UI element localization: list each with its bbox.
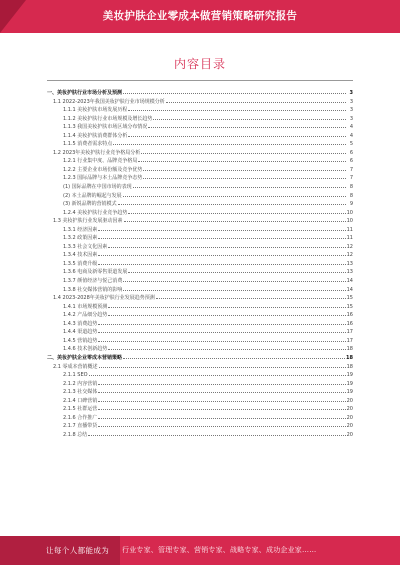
toc-entry-text: 1.2.3 国际品牌与本土品牌竞争态势 [63,175,143,182]
toc-entry-page: 8 [349,184,353,191]
toc-leader-dots [128,105,346,111]
toc-entry-page: 15 [346,303,353,310]
toc-entry-page: 18 [346,346,353,353]
toc-leader-dots [98,327,345,333]
toc-entry-page: 20 [346,414,353,421]
toc-entry[interactable] [47,396,353,405]
footer-tagline: 行业专家、管理专家、营销专家、战略专家、成功企业家…… [122,546,317,554]
toc-entry-text: 1.4.2 产品细分趋势 [63,312,108,319]
toc-entry-text: 二、美妆护肤企业零成本营销策略 [47,354,123,361]
toc-entry-page: 20 [346,431,353,438]
toc-leader-dots [118,199,346,205]
toc-entry-text: 2.1.7 直播带货 [63,423,98,430]
toc-leader-dots [166,97,346,103]
toc-entry[interactable] [47,319,353,328]
toc-leader-dots [88,430,345,436]
toc-entry-page: 15 [346,295,353,302]
toc-entry-page: 4 [349,132,353,139]
toc-entry[interactable] [47,105,353,114]
toc-entry[interactable] [47,156,353,165]
toc-entry-page: 3 [349,90,353,96]
toc-entry-page: 12 [346,243,353,250]
toc-entry-text: 1.4.4 渠道趋势 [63,329,98,336]
toc-entry[interactable] [47,379,353,388]
toc-entry[interactable] [47,165,353,174]
toc-entry-page: 19 [346,389,353,396]
toc-leader-dots [123,285,345,291]
toc-entry[interactable] [47,216,353,225]
toc-leader-dots [98,413,345,419]
toc-entry-text: 1.3.6 电商及新零售渠道发展 [63,269,128,276]
toc-entry[interactable] [47,242,353,251]
toc-leader-dots [148,122,346,128]
toc-entry-page: 3 [349,98,353,105]
toc-entry[interactable] [47,336,353,345]
toc-entry[interactable] [47,404,353,413]
toc-entry[interactable] [47,362,353,371]
toc-entry-text: 1.1.4 美妆护肤消费群体分析 [63,132,128,139]
toc-entry-page: 16 [346,320,353,327]
toc-leader-dots [143,173,346,179]
toc-entry-text: 2.1 零成本营销概述 [53,363,98,370]
toc-entry[interactable] [47,131,353,140]
toc-entry[interactable] [47,267,353,276]
toc-leader-dots [128,208,345,214]
toc-entry-page: 13 [346,269,353,276]
toc-entry[interactable] [47,344,353,353]
toc-entry-text: 1.1.5 消费者需求特点 [63,141,113,148]
toc-entry[interactable] [47,148,353,157]
toc-entry-text: 1.4.3 消费趋势 [63,320,98,327]
toc-leader-dots [108,242,345,248]
toc-leader-dots [123,191,346,197]
toc-entry-text: 2.1.4 口碑营销 [63,397,98,404]
report-title: 美妆护肤企业零成本做营销策略研究报告 [102,10,298,22]
toc-leader-dots [128,267,345,273]
toc-entry-text: (1) 国际品牌在中国市场的表现 [63,184,132,191]
toc-entry-text: 2.1.1 SEO [63,372,88,379]
toc-entry-text: 1.2.4 美妆护肤行业竞争趋势 [63,209,128,216]
toc-entry-page: 10 [346,218,353,225]
toc-leader-dots [98,233,345,239]
toc-entry-page: 6 [349,158,353,165]
toc-leader-dots [141,148,346,154]
toc-entry-text: 1.4 2023-2028年美妆护肤行业发展趋势预测 [53,295,155,302]
toc-entry-text: 1.2.2 主要企业市场份额及竞争优势 [63,166,143,173]
toc-entry-page: 8 [349,192,353,199]
toc-leader-dots [98,404,345,410]
toc-divider [47,80,353,81]
toc-entry[interactable] [47,173,353,182]
toc-entry[interactable] [47,139,353,148]
toc-entry[interactable] [47,430,353,439]
toc-entry[interactable] [47,225,353,234]
toc-entry[interactable] [47,259,353,268]
toc-entry[interactable] [47,285,353,294]
toc-entry[interactable] [47,97,353,106]
toc-entry[interactable] [47,122,353,131]
toc-entry-page: 3 [349,115,353,122]
toc-entry-page: 18 [346,354,353,361]
toc-entry[interactable] [47,310,353,319]
toc-entry-page: 10 [346,209,353,216]
toc-entry-text: 1.1.1 美妆护肤市场发展历程 [63,107,128,114]
toc-title: 内容目录 [173,57,226,71]
toc-entry-page: 12 [346,252,353,259]
toc-entry-text: 1.3 美妆护肤行业发展驱动因素 [53,218,123,225]
toc-entry-page: 11 [346,226,353,233]
toc-entry-text: 1.2 2023年美妆护肤行业竞争格局分析 [53,149,141,156]
toc-entry[interactable] [47,293,353,302]
toc-entry-text: (2) 本土品牌的崛起与发展 [63,192,122,199]
toc-entry[interactable] [47,276,353,285]
table-of-contents [47,88,353,508]
toc-entry[interactable] [47,370,353,379]
toc-leader-dots [98,421,345,427]
toc-entry[interactable] [47,327,353,336]
toc-entry-text: 一、美妆护肤行业市场分析及预测 [47,90,123,96]
toc-leader-dots [98,225,345,231]
toc-entry-text: 1.4.1 市场规模预测 [63,303,108,310]
toc-entry[interactable] [47,182,353,191]
toc-entry-text: 1.3.5 消费升级 [63,260,98,267]
toc-entry-page: 18 [346,363,353,370]
toc-entry-text: 1.1.3 我国美妆护肤市场区域分布情况 [63,124,148,131]
toc-leader-dots [98,259,345,265]
toc-leader-dots [98,336,345,342]
toc-leader-dots [138,156,346,162]
toc-entry-text: 1.3.2 政策因素 [63,235,98,242]
toc-leader-dots [156,293,346,299]
toc-entry-text: 2.1.2 内容营销 [63,380,98,387]
toc-entry-page: 19 [346,380,353,387]
toc-entry[interactable] [47,353,353,362]
toc-entry-page: 14 [346,278,353,285]
toc-entry[interactable] [47,199,353,208]
toc-entry[interactable] [47,191,353,200]
toc-entry-text: 1.4.6 技术创新趋势 [63,346,108,353]
toc-leader-dots [133,182,346,188]
toc-leader-dots [153,114,346,120]
toc-leader-dots [108,310,345,316]
toc-entry-page: 13 [346,260,353,267]
toc-entry[interactable] [47,421,353,430]
toc-entry-page: 14 [346,286,353,293]
toc-entry[interactable] [47,250,353,259]
toc-entry-page: 20 [346,423,353,430]
toc-entry-page: 11 [346,235,353,242]
toc-entry-text: 1.3.8 社交媒体营销的影响 [63,286,123,293]
toc-leader-dots [123,88,346,94]
toc-leader-dots [128,131,346,137]
toc-entry[interactable] [47,233,353,242]
toc-leader-dots [89,370,346,376]
toc-entry[interactable] [47,88,353,97]
toc-leader-dots [98,319,345,325]
toc-entry-page: 5 [349,141,353,148]
toc-leader-dots [108,302,345,308]
toc-entry-page: 20 [346,397,353,404]
toc-entry-page: 9 [349,201,353,208]
toc-leader-dots [98,250,345,256]
toc-entry-text: 1.3.1 经济因素 [63,226,98,233]
toc-entry-page: 17 [346,329,353,336]
toc-leader-dots [113,139,346,145]
toc-leader-dots [123,276,345,282]
toc-leader-dots [98,387,345,393]
toc-entry-text: 1.3.7 颜值经济与悦己消费 [63,278,123,285]
toc-entry[interactable] [47,302,353,311]
toc-leader-dots [143,165,346,171]
toc-entry-text: 1.1 2022-2023年我国美妆护肤行业市场规模分析 [53,98,165,105]
toc-entry-text: 2.1.6 合作推广 [63,414,98,421]
toc-entry-page: 7 [349,166,353,173]
toc-entry[interactable] [47,208,353,217]
toc-entry-text: 1.2.1 行业集中度、品牌竞争格局 [63,158,138,165]
toc-entry-page: 16 [346,312,353,319]
toc-leader-dots [98,396,345,402]
toc-leader-dots [123,353,345,359]
toc-entry-page: 19 [346,372,353,379]
toc-entry-text: 1.1.2 美妆护肤行业市场规模及增长趋势 [63,115,153,122]
toc-leader-dots [99,362,346,368]
toc-entry-text: 2.1.3 社交媒体 [63,389,98,396]
toc-entry-text: 1.3.3 社会文化因素 [63,243,108,250]
toc-entry-page: 4 [349,124,353,131]
toc-entry-text: 1.4.5 营销趋势 [63,337,98,344]
toc-leader-dots [124,216,346,222]
toc-leader-dots [108,344,345,350]
footer-brand: 让每个人都能成为 [46,546,110,555]
toc-entry-page: 3 [349,107,353,114]
toc-entry-page: 6 [349,149,353,156]
toc-entry-page: 20 [346,406,353,413]
toc-entry-page: 17 [346,337,353,344]
toc-entry[interactable] [47,387,353,396]
toc-entry-text: 2.1.8 总结 [63,431,88,438]
toc-entry[interactable] [47,114,353,123]
toc-entry-text: 1.3.4 技术因素 [63,252,98,259]
toc-entry[interactable] [47,413,353,422]
toc-entry-text: (3) 新锐品牌的营销模式 [63,201,117,208]
toc-entry-page: 7 [349,175,353,182]
toc-entry-text: 2.1.5 社群运营 [63,406,98,413]
toc-leader-dots [98,379,345,385]
